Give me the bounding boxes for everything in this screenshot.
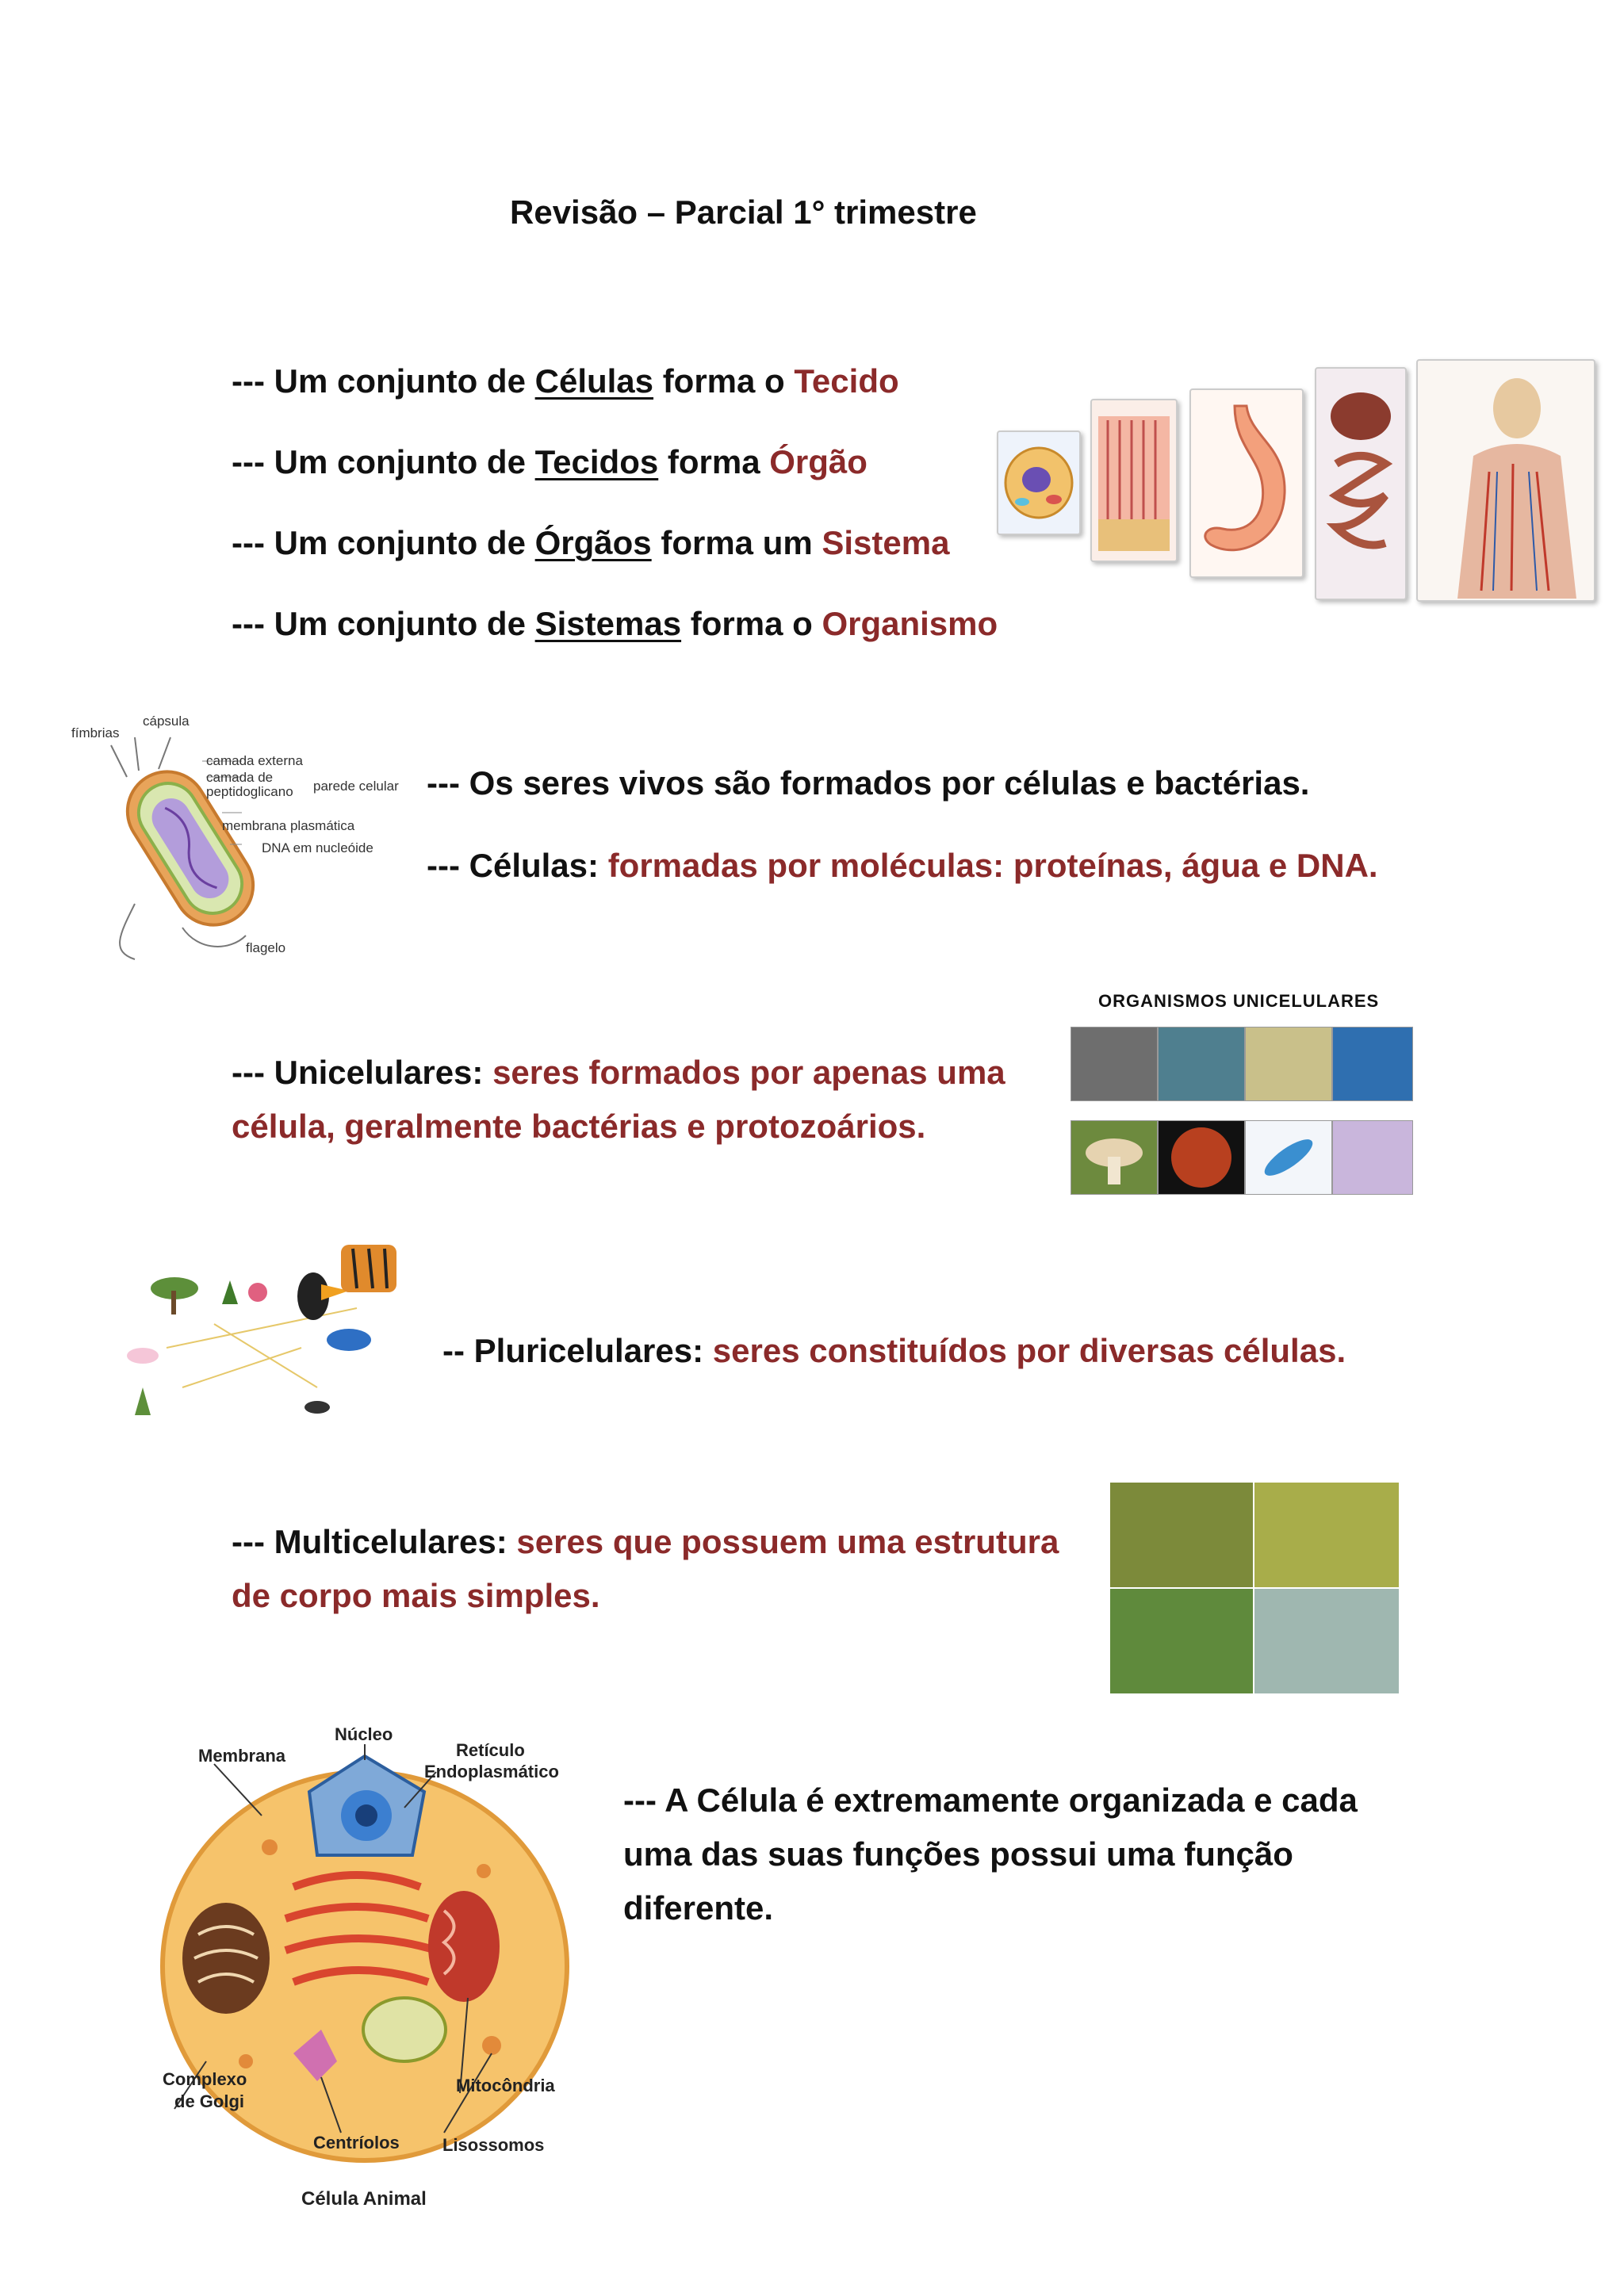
hierarchy-result: Sistema xyxy=(822,524,950,561)
stomach-icon xyxy=(1191,390,1302,576)
cell-label-membrana: Membrana xyxy=(198,1746,286,1766)
hierarchy-mid: forma o xyxy=(653,362,795,400)
tissue-icon xyxy=(1092,400,1176,561)
lichen-photo xyxy=(1254,1483,1399,1587)
unicelulares-label: --- Unicelulares: xyxy=(232,1054,493,1091)
tissue-image xyxy=(1090,399,1178,562)
mushroom-icon xyxy=(1071,1121,1157,1194)
pluricelulares-label: -- Pluricelulares: xyxy=(442,1332,713,1369)
lichens-image xyxy=(1110,1483,1399,1693)
cell-label-reticulo-1: Retículo xyxy=(456,1740,525,1760)
hierarchy-line-2 xyxy=(232,436,868,488)
hierarchy-term: Células xyxy=(534,362,654,400)
hierarchy-term: Órgãos xyxy=(534,524,652,561)
organism-thumb xyxy=(1158,1027,1245,1101)
cells-line-2-text: formadas por moléculas: proteínas, água e DNA. xyxy=(607,847,1378,884)
hierarchy-line-3 xyxy=(232,517,949,569)
pluricelulares-line xyxy=(442,1325,1346,1377)
hierarchy-result: Organismo xyxy=(822,605,998,642)
hierarchy-line-4 xyxy=(232,598,998,650)
organism-thumb xyxy=(1245,1120,1332,1195)
cells-line-2 xyxy=(427,840,1378,892)
multicelulares-label: --- Multicelulares: xyxy=(232,1523,517,1560)
unicelulares-text-1: seres formados por apenas uma xyxy=(492,1054,1005,1091)
cell-image xyxy=(997,430,1081,535)
organism-thumb xyxy=(1158,1120,1245,1195)
unicelulares-line-1 xyxy=(232,1047,1005,1099)
unicellular-organisms-image xyxy=(1067,987,1415,1201)
bacteria-label-camada-pepti: camada de peptidoglicano xyxy=(206,770,293,799)
organism-image xyxy=(1416,359,1595,602)
bacteria-label-fimbrias: fímbrias xyxy=(71,725,120,740)
bacteria-label-dna: DNA em nucleóide xyxy=(262,840,373,855)
cell-label-reticulo-2: Endoplasmático xyxy=(424,1762,559,1781)
page-title: Revisão – Parcial 1° trimestre xyxy=(510,193,977,231)
organism-thumb xyxy=(1071,1027,1158,1101)
celula-line-3: diferente. xyxy=(623,1889,774,1927)
organ-image xyxy=(1189,388,1304,578)
hierarchy-mid: forma xyxy=(658,443,770,480)
cells-line-1: --- Os seres vivos são formados por células e bactérias. xyxy=(427,764,1310,802)
multicelulares-line-2: de corpo mais simples. xyxy=(232,1577,600,1614)
multicelulares-text-1: seres que possuem uma estrutura xyxy=(516,1523,1059,1560)
bacteria-label-camada-externa: camada externa xyxy=(206,753,303,768)
lichen-photo xyxy=(1254,1589,1399,1693)
lichen-photo xyxy=(1110,1589,1253,1693)
petri-dish-icon xyxy=(1159,1121,1244,1194)
multicelulares-line-1 xyxy=(232,1516,1059,1568)
hierarchy-prefix: --- Um conjunto de xyxy=(232,443,535,480)
bacteria-label-parede: parede celular xyxy=(313,779,399,794)
cell-caption: Célula Animal xyxy=(301,2188,427,2210)
cell-label-nucleo: Núcleo xyxy=(335,1724,393,1744)
cell-label-centriolos: Centríolos xyxy=(313,2133,400,2152)
hierarchy-result: Tecido xyxy=(794,362,899,400)
cells-line-2-label: --- Células: xyxy=(427,847,608,884)
bacteria-label-flagelo: flagelo xyxy=(246,940,286,955)
pluricelulares-text: seres constituídos por diversas células. xyxy=(712,1332,1346,1369)
celula-line-1: --- A Célula é extremamente organizada e cada xyxy=(623,1781,1358,1819)
hierarchy-prefix: --- Um conjunto de xyxy=(232,524,535,561)
food-web-icon xyxy=(119,1229,404,1435)
cell-label-golgi-1: Complexo xyxy=(163,2069,247,2089)
lichen-photo xyxy=(1110,1483,1253,1587)
organism-thumb xyxy=(1332,1120,1413,1195)
bacteria-label-capsula: cápsula xyxy=(143,714,190,729)
hierarchy-mid: forma um xyxy=(651,524,822,561)
digestive-system-icon xyxy=(1316,369,1405,599)
organism-thumb xyxy=(1332,1027,1413,1101)
pluricellular-image xyxy=(119,1229,404,1435)
unicellular-image-title: ORGANISMOS UNICELULARES xyxy=(1098,991,1380,1011)
cell-icon xyxy=(998,432,1079,534)
hierarchy-line-1 xyxy=(232,355,899,408)
celula-line-2: uma das suas funções possui uma função xyxy=(623,1835,1293,1873)
animal-cell-diagram xyxy=(151,1724,579,2220)
bacteria-label-membrana: membrana plasmática xyxy=(222,818,355,833)
cell-label-golgi-2: de Golgi xyxy=(174,2091,244,2111)
organism-thumb xyxy=(1245,1027,1332,1101)
hierarchy-prefix: --- Um conjunto de xyxy=(232,605,535,642)
cell-label-mitocondria: Mitocôndria xyxy=(456,2076,555,2095)
organism-thumb xyxy=(1071,1120,1158,1195)
unicelulares-line-2: célula, geralmente bactérias e protozoários. xyxy=(232,1108,926,1145)
cell-label-lisossomos: Lisossomos xyxy=(442,2135,545,2155)
hierarchy-prefix: --- Um conjunto de xyxy=(232,362,535,400)
hierarchy-mid: forma o xyxy=(681,605,822,642)
hierarchy-term: Tecidos xyxy=(534,443,659,480)
hierarchy-term: Sistemas xyxy=(534,605,682,642)
bacteria-diagram xyxy=(63,714,404,967)
protozoan-icon xyxy=(1246,1121,1331,1194)
system-image xyxy=(1315,367,1407,600)
hierarchy-result: Órgão xyxy=(769,443,868,480)
human-body-icon xyxy=(1418,361,1594,600)
